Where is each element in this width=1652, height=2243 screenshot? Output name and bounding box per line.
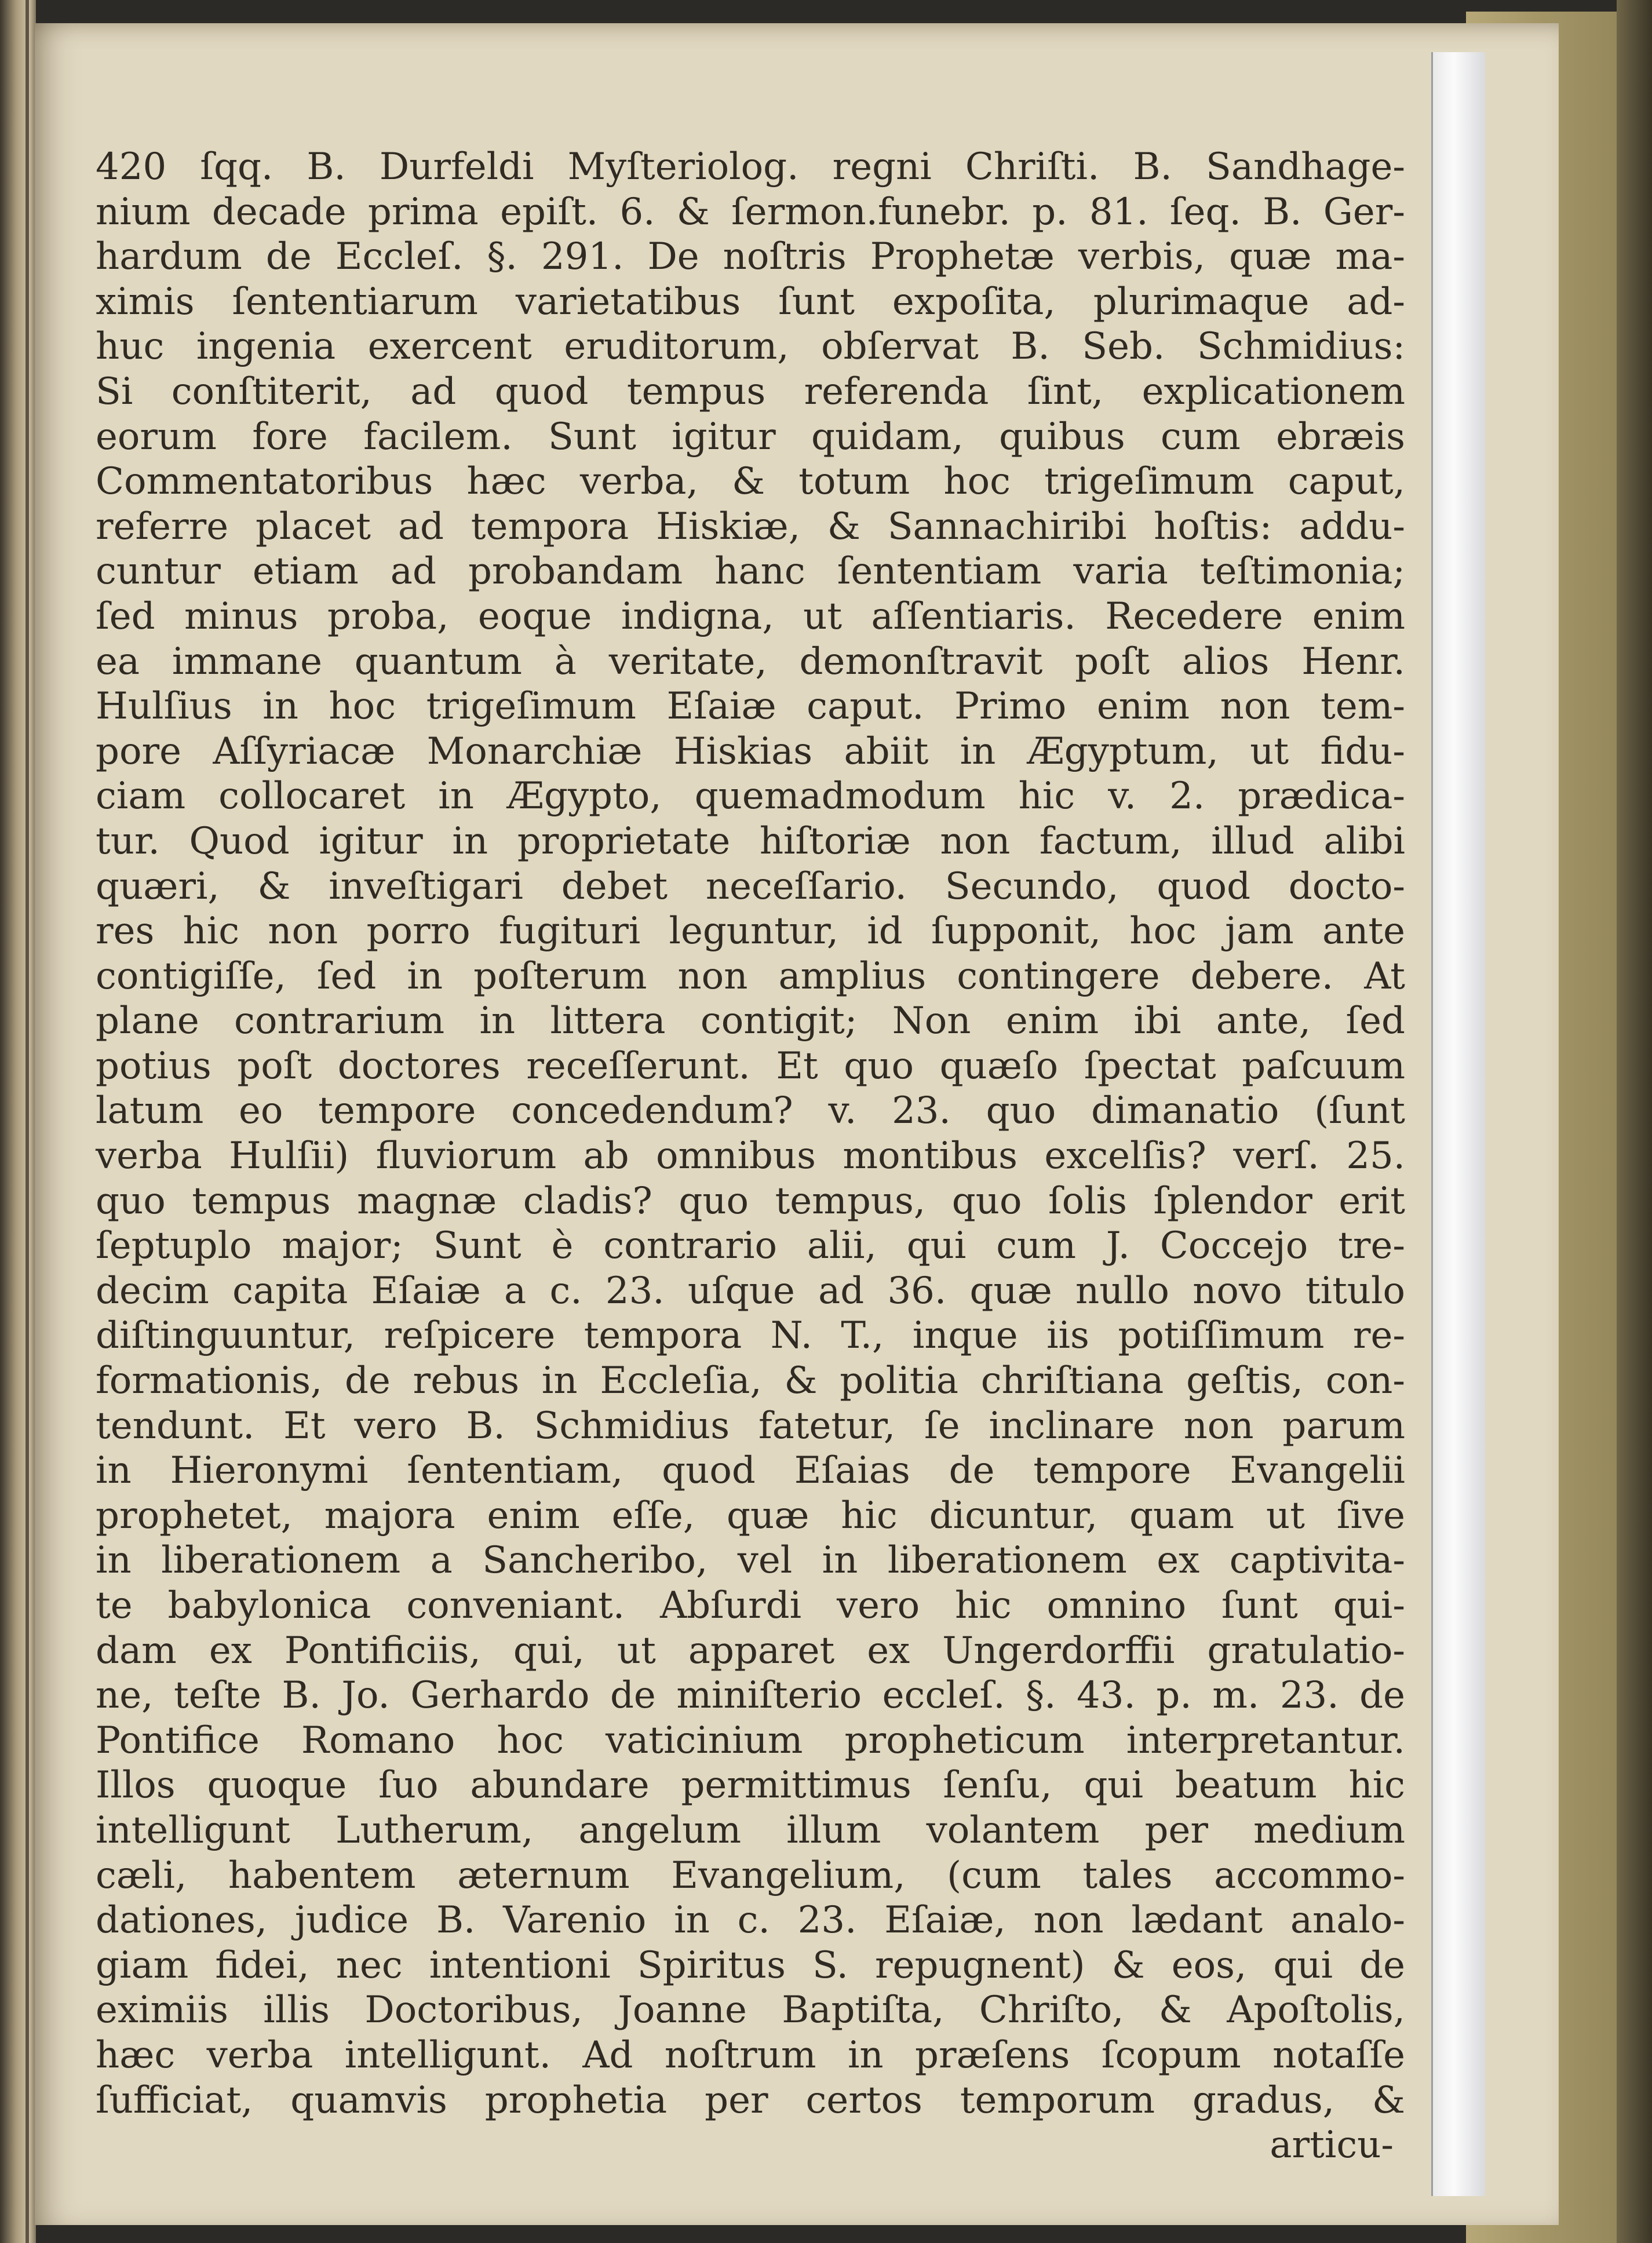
text-line: quæri, & inveſtigari debet neceſſario. Secundo, quod docto- [96,865,1405,908]
text-line: diſtinguuntur, reſpicere tempora N. T., inque iis potiſſimum re- [96,1314,1405,1358]
text-line: giam fidei, nec intentioni Spiritus S. repugnent) & eos, qui de [96,1943,1405,1987]
page-edge-strip [1431,52,1485,2196]
text-line: dationes, judice B. Varenio in c. 23. Eſaiæ, non lædant analo- [96,1899,1405,1942]
text-line: referre placet ad tempora Hiskiæ, & Sannachiribi hoſtis: addu- [96,505,1405,548]
text-line: 420 ſqq. B. Durfeldi Myſteriolog. regni Chriſti. B. Sandhage- [96,145,1405,188]
text-line: Commentatoribus hæc verba, & totum hoc trigeſimum caput, [96,460,1405,504]
text-line: Illos quoque ſuo abundare permittimus ſenſu, qui beatum hic [96,1764,1405,1807]
catchword: articu- [1270,2124,1394,2167]
text-line: decim capita Eſaiæ a c. 23. uſque ad 36. quæ nullo novo titulo [96,1269,1405,1312]
left-page-edge [0,0,36,2243]
text-line: Pontifice Romano hoc vaticinium propheticum interpretantur. [96,1719,1405,1762]
text-line: eximiis illis Doctoribus, Joanne Baptiſta, Chriſto, & Apoſtolis, [96,1989,1405,2032]
text-line: tur. Quod igitur in proprietate hiſtoriæ non factum, illud alibi [96,819,1405,863]
text-line: in liberationem a Sancheribo, vel in liberationem ex captivita- [96,1539,1405,1582]
page-text [96,145,1405,2168]
text-line: plane contrarium in littera contigit; Non enim ibi ante, ſed [96,1000,1405,1043]
text-line: formationis, de rebus in Eccleſia, & politia chriſtiana geſtis, con- [96,1359,1405,1403]
text-line: verba Hulſii) fluviorum ab omnibus montibus excelſis? verſ. 25. [96,1135,1405,1178]
text-line: nium decade prima epiſt. 6. & ſermon.funebr. p. 81. ſeq. B. Ger- [96,190,1405,234]
text-line: cuntur etiam ad probandam hanc ſententiam varia teſtimonia; [96,550,1405,593]
text-line: dam ex Pontificiis, qui, ut apparet ex Ungerdorffii gratulatio- [96,1629,1405,1672]
text-line: cæli, habentem æternum Evangelium, (cum tales accommo- [96,1854,1405,1897]
text-line: huc ingenia exercent eruditorum, obſervat B. Seb. Schmidius: [96,325,1405,369]
text-line: intelligunt Lutherum, angelum illum volantem per medium [96,1808,1405,1852]
text-line: hardum de Eccleſ. §. 291. De noſtris Prophetæ verbis, quæ ma- [96,235,1405,279]
text-line: latum eo tempore concedendum? v. 23. quo dimanatio (ſunt [96,1089,1405,1133]
text-line: res hic non porro fugituri leguntur, id ſupponit, hoc jam ante [96,910,1405,953]
text-line: potius poſt doctores receſſerunt. Et quo quæſo ſpectat paſcuum [96,1044,1405,1088]
gutter-shadow [25,0,29,2243]
text-line: Si conſtiterit, ad quod tempus referenda ſint, explicationem [96,370,1405,413]
text-line: ſeptuplo major; Sunt è contrario alii, qui cum J. Coccejo tre- [96,1224,1405,1268]
text-line: contigiſſe, ſed in poſterum non amplius contingere debere. At [96,954,1405,998]
text-line: tendunt. Et vero B. Schmidius fatetur, ſe inclinare non parum [96,1404,1405,1447]
text-line: ne, teſte B. Jo. Gerhardo de miniſterio eccleſ. §. 43. p. m. 23. de [96,1674,1405,1717]
text-line: ximis ſententiarum varietatibus ſunt expoſita, plurimaque ad- [96,280,1405,323]
text-line: quo tempus magnæ cladis? quo tempus, quo ſolis ſplendor erit [96,1179,1405,1223]
text-line: Hulſius in hoc trigeſimum Eſaiæ caput. Primo enim non tem- [96,685,1405,728]
text-line: hæc verba intelligunt. Ad noſtrum in præſens ſcopum notaſſe [96,2033,1405,2077]
text-line: prophetet, majora enim eſſe, quæ hic dicuntur, quam ut ſive [96,1494,1405,1537]
text-line: in Hieronymi ſententiam, quod Eſaias de tempore Evangelii [96,1449,1405,1493]
text-line: ea immane quantum à veritate, demonſtravit poſt alios Henr. [96,640,1405,683]
text-line: te babylonica conveniant. Abſurdi vero hic omnino ſunt qui- [96,1584,1405,1627]
text-line: ciam collocaret in Ægypto, quemadmodum hic v. 2. prædica- [96,775,1405,818]
text-line: eorum fore facilem. Sunt igitur quidam, quibus cum ebræis [96,415,1405,458]
cover-board-edge [1617,0,1652,2243]
text-line: ſufficiat, quamvis prophetia per certos temporum gradus, & [96,2078,1405,2122]
text-line: pore Aſſyriacæ Monarchiæ Hiskias abiit in Ægyptum, ut fidu- [96,730,1405,773]
text-line: ſed minus proba, eoque indigna, ut aſſentiaris. Recedere enim [96,595,1405,638]
